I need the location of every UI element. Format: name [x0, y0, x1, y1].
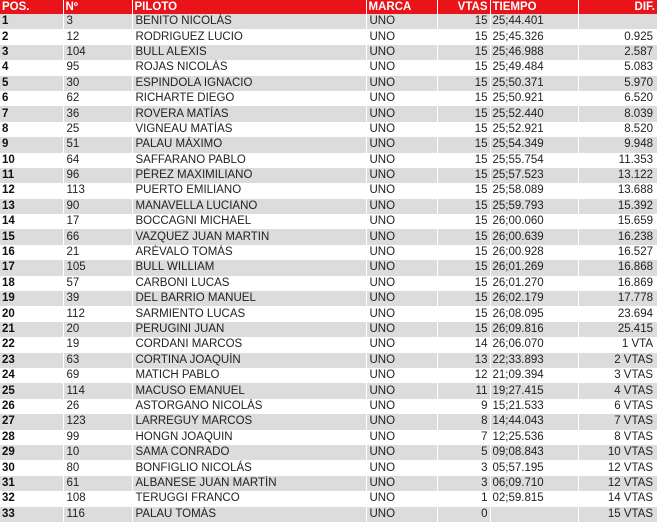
cell-number: 3: [63, 14, 132, 29]
cell-pos: 5: [0, 76, 63, 91]
cell-pos: 27: [0, 414, 63, 429]
cell-number: 112: [63, 306, 132, 321]
cell-marca: UNO: [366, 153, 437, 168]
table-row: [0, 106, 657, 121]
cell-dif: 15.659: [578, 214, 657, 229]
cell-piloto: MANAVELLA LUCIANO: [132, 199, 366, 214]
cell-number: 25: [63, 122, 132, 137]
cell-vtas: 15: [437, 106, 490, 121]
cell-piloto: PERUGINI JUAN: [132, 322, 366, 337]
cell-tiempo: 26;01.269: [490, 260, 578, 275]
cell-number: 80: [63, 460, 132, 475]
cell-tiempo: 19;27.415: [490, 383, 578, 398]
cell-vtas: 15: [437, 168, 490, 183]
cell-tiempo: 26;00.639: [490, 229, 578, 244]
cell-piloto: PÉREZ MAXIMILIANO: [132, 168, 366, 183]
cell-marca: UNO: [366, 168, 437, 183]
table-row: [0, 214, 657, 229]
cell-pos: 31: [0, 476, 63, 491]
cell-number: 17: [63, 214, 132, 229]
cell-dif: 15 VTAS: [578, 507, 657, 522]
cell-dif: 11.353: [578, 153, 657, 168]
table-row: [0, 368, 657, 383]
cell-vtas: 15: [437, 214, 490, 229]
cell-dif: 10 VTAS: [578, 445, 657, 460]
cell-pos: 20: [0, 306, 63, 321]
header-dif: DIF.: [578, 0, 657, 14]
cell-vtas: 11: [437, 383, 490, 398]
results-body: [0, 14, 657, 522]
cell-tiempo: 25;50.371: [490, 76, 578, 91]
cell-dif: 16.527: [578, 245, 657, 260]
cell-number: 116: [63, 507, 132, 522]
table-row: [0, 430, 657, 445]
table-row: [0, 476, 657, 491]
table-row: [0, 168, 657, 183]
cell-vtas: 15: [437, 153, 490, 168]
cell-dif: 23.694: [578, 306, 657, 321]
cell-pos: 24: [0, 368, 63, 383]
cell-marca: UNO: [366, 245, 437, 260]
cell-marca: UNO: [366, 445, 437, 460]
header-marca: MARCA: [366, 0, 437, 14]
cell-marca: UNO: [366, 276, 437, 291]
cell-vtas: 3: [437, 476, 490, 491]
cell-vtas: 15: [437, 260, 490, 275]
cell-piloto: ROJAS NICOLÁS: [132, 60, 366, 75]
cell-marca: UNO: [366, 476, 437, 491]
cell-number: 21: [63, 245, 132, 260]
table-row: [0, 183, 657, 198]
table-row: [0, 445, 657, 460]
cell-pos: 14: [0, 214, 63, 229]
cell-vtas: 15: [437, 276, 490, 291]
cell-number: 10: [63, 445, 132, 460]
cell-tiempo: 25;57.523: [490, 168, 578, 183]
header-row: [0, 0, 657, 14]
cell-dif: 16.869: [578, 276, 657, 291]
table-row: [0, 91, 657, 106]
header-piloto: PILOTO: [132, 0, 366, 14]
cell-pos: 1: [0, 14, 63, 29]
cell-tiempo: 26;01.270: [490, 276, 578, 291]
cell-marca: UNO: [366, 76, 437, 91]
table-row: [0, 399, 657, 414]
cell-piloto: ROVERA MATÍAS: [132, 106, 366, 121]
cell-piloto: PUERTO EMILIANO: [132, 183, 366, 198]
table-row: [0, 306, 657, 321]
cell-dif: 3 VTAS: [578, 368, 657, 383]
cell-piloto: TERUGGI FRANCO: [132, 491, 366, 506]
cell-tiempo: 26;02.179: [490, 291, 578, 306]
table-row: [0, 60, 657, 75]
cell-number: 26: [63, 399, 132, 414]
header-pos: POS.: [0, 0, 63, 14]
cell-piloto: CORTINA JOAQUÍN: [132, 353, 366, 368]
table-row: [0, 245, 657, 260]
cell-marca: UNO: [366, 91, 437, 106]
cell-number: 63: [63, 353, 132, 368]
cell-pos: 18: [0, 276, 63, 291]
cell-dif: 16.868: [578, 260, 657, 275]
cell-number: 104: [63, 45, 132, 60]
cell-piloto: BOCCAGNI MICHAEL: [132, 214, 366, 229]
cell-pos: 26: [0, 399, 63, 414]
cell-dif: 4 VTAS: [578, 383, 657, 398]
cell-pos: 28: [0, 430, 63, 445]
cell-dif: 5.970: [578, 76, 657, 91]
cell-number: 61: [63, 476, 132, 491]
cell-vtas: 15: [437, 76, 490, 91]
cell-vtas: 13: [437, 353, 490, 368]
cell-piloto: LARREGUY MARCOS: [132, 414, 366, 429]
table-row: [0, 45, 657, 60]
cell-pos: 8: [0, 122, 63, 137]
cell-marca: UNO: [366, 353, 437, 368]
cell-dif: [578, 14, 657, 29]
cell-number: 108: [63, 491, 132, 506]
cell-tiempo: 25;52.440: [490, 106, 578, 121]
cell-vtas: 15: [437, 91, 490, 106]
table-row: [0, 353, 657, 368]
cell-tiempo: 25;44.401: [490, 14, 578, 29]
cell-dif: 1 VTA: [578, 337, 657, 352]
cell-number: 64: [63, 153, 132, 168]
cell-piloto: ARÉVALO TOMÁS: [132, 245, 366, 260]
cell-number: 51: [63, 137, 132, 152]
cell-piloto: RICHARTE DIEGO: [132, 91, 366, 106]
cell-dif: 6.520: [578, 91, 657, 106]
cell-pos: 7: [0, 106, 63, 121]
cell-vtas: 8: [437, 414, 490, 429]
table-row: [0, 291, 657, 306]
cell-tiempo: 25;55.754: [490, 153, 578, 168]
cell-piloto: ESPINDOLA IGNACIO: [132, 76, 366, 91]
cell-piloto: PALAU TOMÁS: [132, 507, 366, 522]
cell-tiempo: [490, 507, 578, 522]
cell-tiempo: 25;54.349: [490, 137, 578, 152]
cell-pos: 12: [0, 183, 63, 198]
cell-tiempo: 09;08.843: [490, 445, 578, 460]
cell-vtas: 15: [437, 122, 490, 137]
cell-dif: 25.415: [578, 322, 657, 337]
cell-piloto: VIGNEAU MATÍAS: [132, 122, 366, 137]
cell-pos: 16: [0, 245, 63, 260]
cell-tiempo: 26;00.060: [490, 214, 578, 229]
cell-piloto: CORDANI MARCOS: [132, 337, 366, 352]
cell-dif: 14 VTAS: [578, 491, 657, 506]
cell-vtas: 15: [437, 45, 490, 60]
cell-number: 95: [63, 60, 132, 75]
cell-number: 96: [63, 168, 132, 183]
table-row: [0, 137, 657, 152]
cell-tiempo: 02;59.815: [490, 491, 578, 506]
cell-piloto: RODRIGUEZ LUCIO: [132, 29, 366, 44]
table-row: [0, 76, 657, 91]
cell-vtas: 15: [437, 199, 490, 214]
cell-marca: UNO: [366, 137, 437, 152]
cell-dif: 0.925: [578, 29, 657, 44]
table-row: [0, 460, 657, 475]
cell-marca: UNO: [366, 60, 437, 75]
cell-dif: 9.948: [578, 137, 657, 152]
cell-pos: 23: [0, 353, 63, 368]
cell-vtas: 1: [437, 491, 490, 506]
cell-dif: 12 VTAS: [578, 460, 657, 475]
cell-piloto: SARMIENTO LUCAS: [132, 306, 366, 321]
cell-vtas: 15: [437, 291, 490, 306]
cell-pos: 30: [0, 460, 63, 475]
cell-marca: UNO: [366, 260, 437, 275]
cell-pos: 21: [0, 322, 63, 337]
table-row: [0, 322, 657, 337]
cell-number: 90: [63, 199, 132, 214]
cell-marca: UNO: [366, 29, 437, 44]
cell-tiempo: 22;33.893: [490, 353, 578, 368]
cell-number: 113: [63, 183, 132, 198]
cell-tiempo: 06;09.710: [490, 476, 578, 491]
cell-marca: UNO: [366, 507, 437, 522]
table-row: [0, 276, 657, 291]
cell-number: 39: [63, 291, 132, 306]
cell-piloto: ASTORGANO NICOLÁS: [132, 399, 366, 414]
cell-marca: UNO: [366, 368, 437, 383]
cell-tiempo: 25;58.089: [490, 183, 578, 198]
cell-marca: UNO: [366, 14, 437, 29]
cell-pos: 32: [0, 491, 63, 506]
cell-tiempo: 21;09.394: [490, 368, 578, 383]
cell-dif: 2.587: [578, 45, 657, 60]
cell-pos: 4: [0, 60, 63, 75]
cell-marca: UNO: [366, 430, 437, 445]
table-row: [0, 122, 657, 137]
cell-marca: UNO: [366, 322, 437, 337]
cell-number: 62: [63, 91, 132, 106]
cell-dif: 7 VTAS: [578, 414, 657, 429]
cell-pos: 29: [0, 445, 63, 460]
cell-tiempo: 26;00.928: [490, 245, 578, 260]
cell-pos: 33: [0, 507, 63, 522]
cell-vtas: 15: [437, 60, 490, 75]
cell-marca: UNO: [366, 106, 437, 121]
cell-marca: UNO: [366, 337, 437, 352]
cell-number: 69: [63, 368, 132, 383]
cell-pos: 6: [0, 91, 63, 106]
cell-pos: 15: [0, 229, 63, 244]
cell-pos: 22: [0, 337, 63, 352]
cell-marca: UNO: [366, 45, 437, 60]
cell-piloto: SAMA CONRADO: [132, 445, 366, 460]
cell-dif: 2 VTAS: [578, 353, 657, 368]
table-row: [0, 383, 657, 398]
cell-marca: UNO: [366, 460, 437, 475]
cell-piloto: BENITO NICOLÁS: [132, 14, 366, 29]
cell-marca: UNO: [366, 306, 437, 321]
cell-pos: 2: [0, 29, 63, 44]
cell-pos: 13: [0, 199, 63, 214]
header-vtas: VTAS: [437, 0, 490, 14]
table-row: [0, 153, 657, 168]
cell-tiempo: 26;06.070: [490, 337, 578, 352]
table-row: [0, 337, 657, 352]
table-row: [0, 29, 657, 44]
cell-vtas: 3: [437, 460, 490, 475]
cell-marca: UNO: [366, 122, 437, 137]
cell-piloto: MACUSO EMANUEL: [132, 383, 366, 398]
cell-piloto: ALBANESE JUAN MARTÍN: [132, 476, 366, 491]
cell-marca: UNO: [366, 291, 437, 306]
cell-vtas: 15: [437, 14, 490, 29]
cell-marca: UNO: [366, 214, 437, 229]
cell-piloto: PALAU MÁXIMO: [132, 137, 366, 152]
cell-vtas: 15: [437, 229, 490, 244]
cell-pos: 19: [0, 291, 63, 306]
table-row: [0, 414, 657, 429]
cell-pos: 3: [0, 45, 63, 60]
cell-number: 57: [63, 276, 132, 291]
cell-marca: UNO: [366, 491, 437, 506]
cell-tiempo: 25;59.793: [490, 199, 578, 214]
cell-dif: 8.039: [578, 106, 657, 121]
cell-pos: 17: [0, 260, 63, 275]
cell-dif: 5.083: [578, 60, 657, 75]
cell-piloto: VAZQUEZ JUAN MARTIN: [132, 229, 366, 244]
cell-dif: 15.392: [578, 199, 657, 214]
cell-piloto: HONGN JOAQUIN: [132, 430, 366, 445]
table-row: [0, 229, 657, 244]
cell-dif: 6 VTAS: [578, 399, 657, 414]
cell-tiempo: 26;08.095: [490, 306, 578, 321]
cell-tiempo: 25;52.921: [490, 122, 578, 137]
cell-pos: 9: [0, 137, 63, 152]
cell-number: 19: [63, 337, 132, 352]
cell-number: 99: [63, 430, 132, 445]
cell-marca: UNO: [366, 399, 437, 414]
cell-dif: 12 VTAS: [578, 476, 657, 491]
table-row: [0, 199, 657, 214]
cell-pos: 10: [0, 153, 63, 168]
cell-piloto: CARBONI LUCAS: [132, 276, 366, 291]
cell-vtas: 15: [437, 183, 490, 198]
cell-pos: 11: [0, 168, 63, 183]
cell-dif: 13.688: [578, 183, 657, 198]
table-row: [0, 14, 657, 29]
cell-marca: UNO: [366, 183, 437, 198]
cell-tiempo: 25;45.326: [490, 29, 578, 44]
cell-number: 12: [63, 29, 132, 44]
cell-marca: UNO: [366, 414, 437, 429]
table-row: [0, 507, 657, 522]
cell-tiempo: 14;44.043: [490, 414, 578, 429]
cell-marca: UNO: [366, 229, 437, 244]
cell-piloto: DEL BARRIO MANUEL: [132, 291, 366, 306]
cell-vtas: 15: [437, 29, 490, 44]
cell-number: 20: [63, 322, 132, 337]
cell-tiempo: 05;57.195: [490, 460, 578, 475]
cell-vtas: 7: [437, 430, 490, 445]
cell-dif: 16.238: [578, 229, 657, 244]
cell-vtas: 12: [437, 368, 490, 383]
cell-number: 105: [63, 260, 132, 275]
cell-vtas: 15: [437, 306, 490, 321]
table-row: [0, 491, 657, 506]
cell-number: 66: [63, 229, 132, 244]
cell-vtas: 15: [437, 137, 490, 152]
cell-dif: 13.122: [578, 168, 657, 183]
cell-number: 36: [63, 106, 132, 121]
cell-dif: 8 VTAS: [578, 430, 657, 445]
cell-piloto: MATICH PABLO: [132, 368, 366, 383]
header-tiempo: TIEMPO: [490, 0, 578, 14]
cell-piloto: SAFFARANO PABLO: [132, 153, 366, 168]
cell-vtas: 9: [437, 399, 490, 414]
cell-number: 123: [63, 414, 132, 429]
cell-number: 30: [63, 76, 132, 91]
cell-dif: 17.778: [578, 291, 657, 306]
cell-number: 114: [63, 383, 132, 398]
cell-tiempo: 25;49.484: [490, 60, 578, 75]
cell-marca: UNO: [366, 199, 437, 214]
cell-dif: 8.520: [578, 122, 657, 137]
cell-tiempo: 12;25.536: [490, 430, 578, 445]
cell-piloto: BONFIGLIO NICOLÁS: [132, 460, 366, 475]
cell-vtas: 14: [437, 337, 490, 352]
cell-piloto: BULL WILLIAM: [132, 260, 366, 275]
header-number: Nº: [63, 0, 132, 14]
cell-vtas: 15: [437, 322, 490, 337]
cell-tiempo: 26;09.816: [490, 322, 578, 337]
cell-tiempo: 25;50.921: [490, 91, 578, 106]
cell-tiempo: 25;46.988: [490, 45, 578, 60]
cell-vtas: 15: [437, 245, 490, 260]
cell-marca: UNO: [366, 383, 437, 398]
cell-vtas: 5: [437, 445, 490, 460]
cell-tiempo: 15;21.533: [490, 399, 578, 414]
table-row: [0, 260, 657, 275]
cell-piloto: BULL ALEXIS: [132, 45, 366, 60]
cell-pos: 25: [0, 383, 63, 398]
cell-vtas: 0: [437, 507, 490, 522]
